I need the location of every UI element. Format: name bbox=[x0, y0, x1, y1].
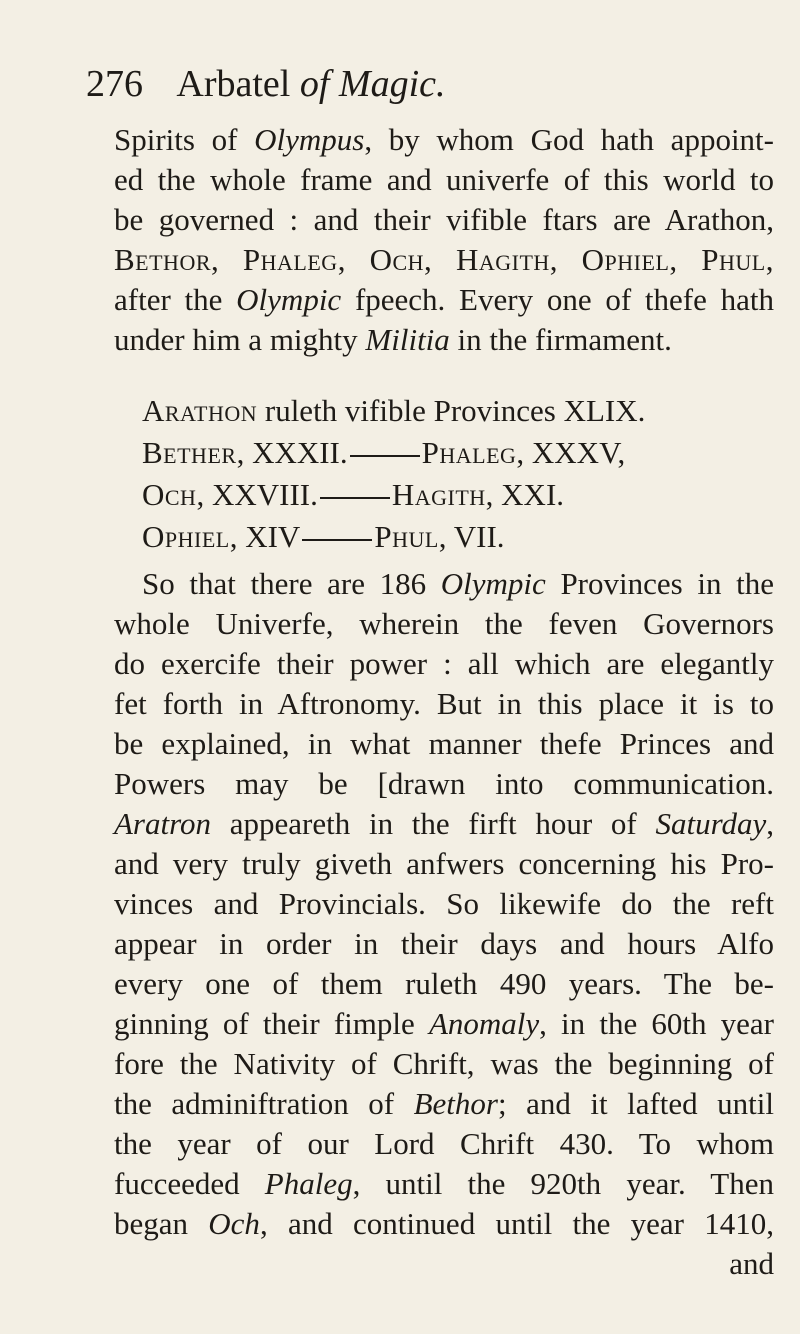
text-line: every one of them ruleth 490 years. The be- bbox=[114, 966, 774, 1001]
text-span: So that there are 186 bbox=[142, 566, 441, 601]
province-count: ruleth vifible Provinces XLIX. bbox=[257, 393, 646, 428]
italic-span: Olympic bbox=[440, 566, 546, 601]
italic-span: Bethor bbox=[413, 1086, 498, 1121]
text-line: Powers may be [drawn into communication. bbox=[114, 766, 774, 801]
text-span: in the firmament. bbox=[449, 322, 672, 357]
italic-span: Saturday bbox=[655, 806, 767, 841]
text-line: be explained, in what manner thefe Princes and bbox=[114, 726, 774, 761]
paragraph-provinces bbox=[114, 564, 774, 1284]
province-count: , XXXV, bbox=[516, 435, 626, 470]
text-span: Provinces in the bbox=[545, 566, 774, 601]
dash-rule bbox=[350, 455, 420, 457]
table-row bbox=[142, 432, 774, 474]
table-row bbox=[142, 516, 774, 558]
text-span: fucceeded bbox=[114, 1166, 265, 1201]
text-span: appeareth in the firft hour of bbox=[211, 806, 656, 841]
text-line: be governed : and their vifible ftars are Arathon, bbox=[114, 202, 774, 237]
province-count: , XXVIII. bbox=[196, 477, 318, 512]
text-span: under him a mighty bbox=[114, 322, 366, 357]
text-span: after the bbox=[114, 282, 237, 317]
spirit-name: Ophiel bbox=[142, 519, 230, 554]
page-body bbox=[114, 120, 774, 1284]
text-span: , bbox=[766, 806, 774, 841]
text-line: fet forth in Aftronomy. But in this place it is to bbox=[114, 686, 774, 721]
table-row bbox=[142, 390, 774, 432]
text-span: Spirits of bbox=[114, 122, 255, 157]
text-span: the adminiftration of bbox=[114, 1086, 414, 1121]
dash-rule bbox=[320, 497, 390, 499]
italic-span: Anomaly bbox=[428, 1006, 540, 1041]
text-line: do exercife their power : all which are elegantly bbox=[114, 646, 774, 681]
text-line bbox=[114, 564, 774, 604]
text-line: Bethor, Phaleg, Och, Hagith, Ophiel, Phul, bbox=[114, 242, 774, 277]
text-span: , by whom God hath appoint- bbox=[364, 122, 774, 157]
running-header bbox=[86, 62, 446, 106]
text-line bbox=[114, 1164, 774, 1204]
running-title-italic: of Magic. bbox=[299, 63, 446, 105]
province-count: , XXI. bbox=[485, 477, 565, 512]
text-line: appear in order in their days and hours Alfo bbox=[114, 926, 774, 961]
paragraph-olympic-spirits bbox=[114, 120, 774, 360]
spirit-name: Och bbox=[142, 477, 197, 512]
text-line bbox=[114, 1204, 774, 1244]
text-line: vinces and Provincials. So likewife do the reft bbox=[114, 886, 774, 921]
running-title: Arbatel bbox=[176, 63, 291, 105]
text-line bbox=[114, 320, 774, 360]
spirit-name: Phaleg bbox=[421, 435, 517, 470]
text-span: began bbox=[114, 1206, 209, 1241]
table-row bbox=[142, 474, 774, 516]
italic-span: Och bbox=[208, 1206, 260, 1241]
spirit-name: Arathon bbox=[142, 393, 258, 428]
text-line: fore the Nativity of Chrift, was the beginning of bbox=[114, 1046, 774, 1081]
spirit-name: Phul bbox=[374, 519, 439, 554]
province-count: , VII. bbox=[438, 519, 505, 554]
text-line: ed the whole frame and univerfe of this world to bbox=[114, 162, 774, 197]
text-line bbox=[114, 1084, 774, 1124]
text-line bbox=[114, 1004, 774, 1044]
text-span: , until the 920th year. Then bbox=[352, 1166, 774, 1201]
page-number: 276 bbox=[86, 63, 143, 105]
province-count: , XIV bbox=[229, 519, 301, 554]
text-span: ginning of their fimple bbox=[114, 1006, 429, 1041]
text-span: fpeech. Every one of thefe hath bbox=[341, 282, 775, 317]
italic-span: Militia bbox=[365, 322, 450, 357]
dash-rule bbox=[302, 539, 372, 541]
text-span: , in the 60th year bbox=[539, 1006, 774, 1041]
italic-span: Olympic bbox=[236, 282, 342, 317]
text-line: and very truly giveth anfwers concerning his Pro- bbox=[114, 846, 774, 881]
spirit-name: Bether bbox=[142, 435, 237, 470]
text-line bbox=[114, 280, 774, 320]
text-line bbox=[114, 804, 774, 844]
text-span: , and continued until the year 1410, bbox=[259, 1206, 774, 1241]
text-line bbox=[114, 120, 774, 160]
spirit-name: Hagith bbox=[391, 477, 486, 512]
italic-span: Olympus bbox=[254, 122, 365, 157]
italic-span: Phaleg bbox=[264, 1166, 353, 1201]
provinces-table bbox=[142, 390, 774, 558]
province-count: , XXXII. bbox=[236, 435, 348, 470]
italic-span: Aratron bbox=[114, 806, 212, 841]
text-line: the year of our Lord Chrift 430. To whom bbox=[114, 1126, 774, 1161]
text-line: whole Univerfe, wherein the feven Governors bbox=[114, 606, 774, 641]
text-span: ; and it lafted until bbox=[497, 1086, 774, 1121]
catchword: and bbox=[729, 1246, 774, 1281]
